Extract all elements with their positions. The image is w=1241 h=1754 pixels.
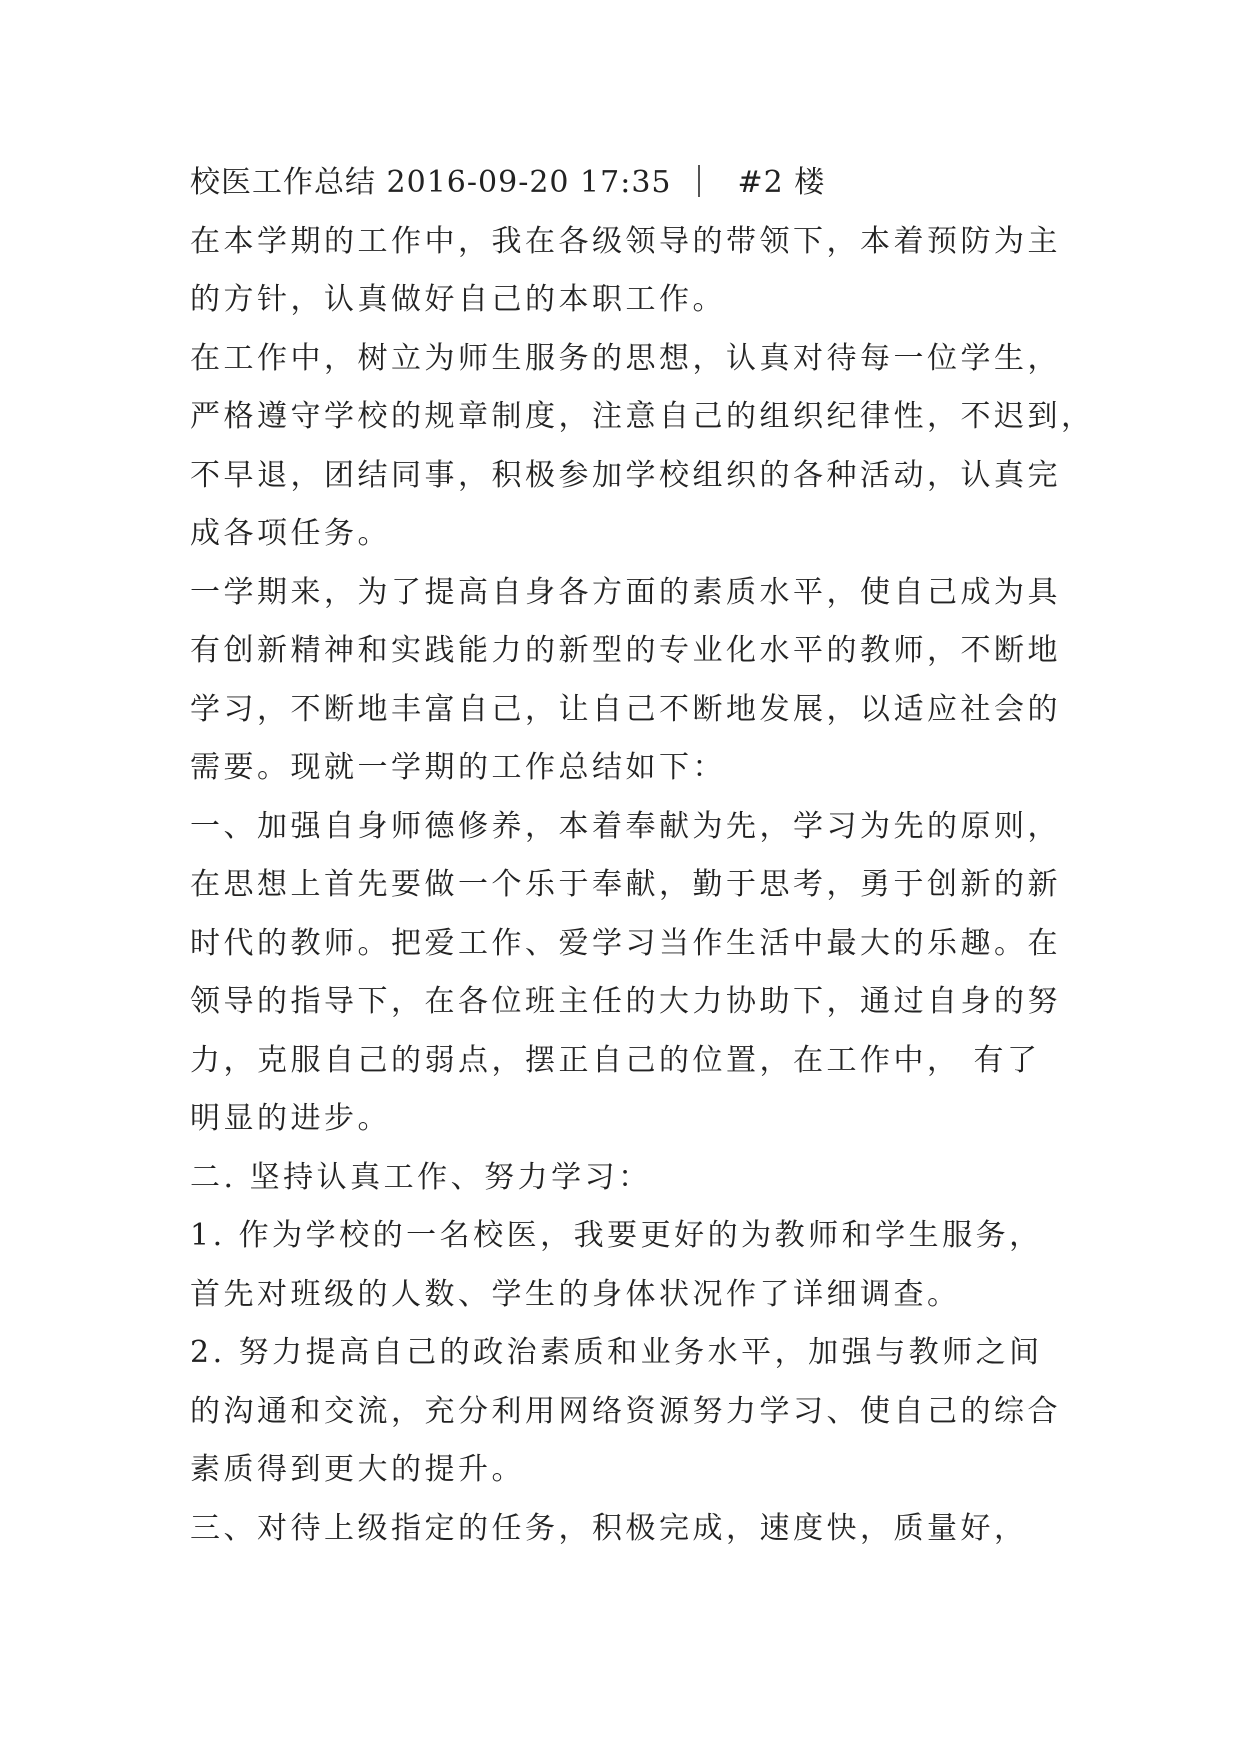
text-line: 三、对待上级指定的任务，积极完成，速度快，质量好，: [190, 1510, 1028, 1546]
text-line: 的沟通和交流，充分利用网络资源努力学习、使自己的综合: [190, 1393, 1061, 1429]
document-body: [190, 154, 1095, 1558]
post-title-date: 校医工作总结 2016-09-20 17:35: [190, 165, 672, 200]
text-line: 首先对班级的人数、学生的身体状况作了详细调查。: [190, 1276, 961, 1312]
text-line: 的方针，认真做好自己的本职工作。: [190, 282, 726, 317]
text-line: 力，克服自己的弱点，摆正自己的位置，在工作中， 有了: [190, 1042, 1041, 1078]
text-line: 有创新精神和实践能力的新型的专业化水平的教师，不断地: [190, 633, 1061, 668]
text-line: 成各项任务。: [190, 516, 391, 551]
text-line: 一学期来，为了提高自身各方面的素质水平，使自己成为具: [190, 574, 1061, 610]
text-line: 素质得到更大的提升。: [190, 1452, 525, 1487]
text-line: 二. 坚持认真工作、努力学习：: [190, 1159, 652, 1195]
text-line: 在工作中，树立为师生服务的思想，认真对待每一位学生，: [190, 340, 1061, 376]
text-line: 需要。现就一学期的工作总结如下：: [190, 750, 726, 785]
post-floor: #2 楼: [737, 165, 826, 200]
header-separator: [698, 165, 700, 197]
text-line: 明显的进步。: [190, 1101, 391, 1136]
text-line: 不早退，团结同事，积极参加学校组织的各种活动，认真完: [190, 457, 1061, 493]
text-line: 学习，不断地丰富自己，让自己不断地发展，以适应社会的: [190, 691, 1061, 727]
text-line: 时代的教师。把爱工作、爱学习当作生活中最大的乐趣。在: [190, 925, 1061, 961]
text-line: 严格遵守学校的规章制度，注意自己的组织纪律性，不迟到，: [190, 399, 1095, 434]
text-line: 领导的指导下，在各位班主任的大力协助下，通过自身的努: [190, 984, 1061, 1019]
text-line: 一、加强自身师德修养，本着奉献为先，学习为先的原则，: [190, 808, 1061, 844]
post-header: [190, 154, 1070, 213]
text-line: 2. 努力提高自己的政治素质和业务水平，加强与教师之间: [190, 1335, 1043, 1370]
text-line: 在思想上首先要做一个乐于奉献，勤于思考，勇于创新的新: [190, 867, 1061, 902]
text-line: 在本学期的工作中，我在各级领导的带领下，本着预防为主: [190, 223, 1061, 259]
text-line: 1. 作为学校的一名校医，我要更好的为教师和学生服务，: [190, 1218, 1043, 1253]
